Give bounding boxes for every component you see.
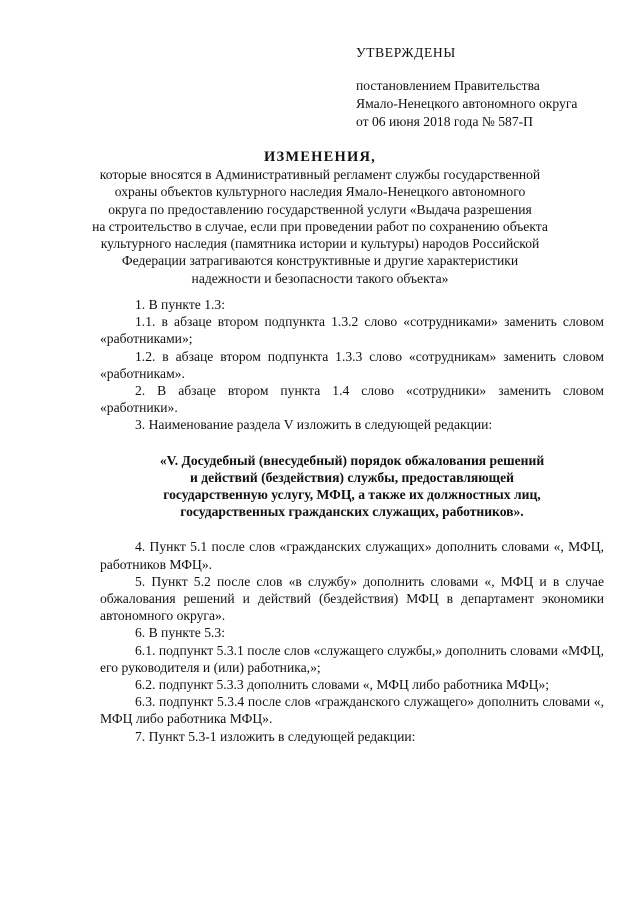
subtitle-line: которые вносятся в Административный регламент службы государственной	[99, 167, 541, 182]
section-heading-line: государственных гражданских служащих, работников».	[180, 504, 524, 520]
document-subtitle	[70, 166, 570, 287]
approval-line: от 06 июня 2018 года № 587-П	[356, 114, 533, 129]
approval-line: Ямало-Ненецкого автономного округа	[356, 96, 578, 111]
approval-title: УТВЕРЖДЕНЫ	[356, 45, 456, 60]
approval-block	[356, 44, 626, 131]
subtitle-line: округа по предоставлению государственной услуги «Выдача разрешения	[108, 201, 532, 217]
section-heading-line: и действий (бездействия) службы, предоставляющей	[189, 469, 515, 485]
subtitle-line: на строительство в случае, если при проведении работ по сохранению объекта	[92, 218, 548, 234]
paragraph: 2. В абзаце втором пункта 1.4 слово «сотрудники» заменить словом «работники».	[100, 383, 604, 416]
subtitle-line: культурного наследия (памятника истории и культуры) народов Российской	[100, 236, 540, 252]
paragraph: 5. Пункт 5.2 после слов «в службу» дополнить словами «, МФЦ и в случае обжалования решений и действий (бездействия) МФЦ в департамент экономики автономного округа».	[100, 573, 604, 624]
section-heading	[100, 452, 604, 521]
paragraph: 1.2. в абзаце втором подпункта 1.3.3 слово «сотрудникам» заменить словом «работникам».	[100, 348, 604, 381]
paragraph: 1.1. в абзаце втором подпункта 1.3.2 слово «сотрудниками» заменить словом «работниками»;	[100, 314, 604, 347]
paragraph: 3. Наименование раздела V изложить в следующей редакции:	[135, 417, 493, 433]
subtitle-line: охраны объектов культурного наследия Ямало-Ненецкого автономного	[114, 184, 526, 200]
section-heading-line: «V. Досудебный (внесудебный) порядок обжалования решений	[159, 452, 545, 468]
document-body	[100, 296, 604, 745]
section-heading-line: государственную услугу, МФЦ, а также их должностных лиц,	[163, 487, 541, 503]
paragraph: 6.2. подпункт 5.3.3 дополнить словами «, МФЦ либо работника МФЦ»;	[135, 677, 550, 693]
paragraph: 6.3. подпункт 5.3.4 после слов «гражданского служащего» дополнить словами «, МФЦ либо работника МФЦ».	[100, 694, 604, 727]
paragraph: 6.1. подпункт 5.3.1 после слов «служащего службы,» дополнить словами «МФЦ, его руководителя и (или) работника,»;	[100, 642, 604, 675]
paragraph: 1. В пункте 1.3:	[135, 297, 225, 312]
subtitle-line: надежности и безопасности такого объекта»	[191, 270, 449, 286]
approval-line: постановлением Правительства	[356, 78, 540, 93]
paragraph: 4. Пункт 5.1 после слов «гражданских служащих» дополнить словами «, МФЦ, работников МФЦ».	[100, 539, 604, 572]
paragraph: 7. Пункт 5.3-1 изложить в следующей редакции:	[135, 728, 416, 744]
paragraph: 6. В пункте 5.3:	[135, 625, 225, 641]
document-title: ИЗМЕНЕНИЯ,	[264, 149, 376, 165]
subtitle-line: Федерации затрагиваются конструктивные и другие характеристики	[121, 253, 519, 269]
